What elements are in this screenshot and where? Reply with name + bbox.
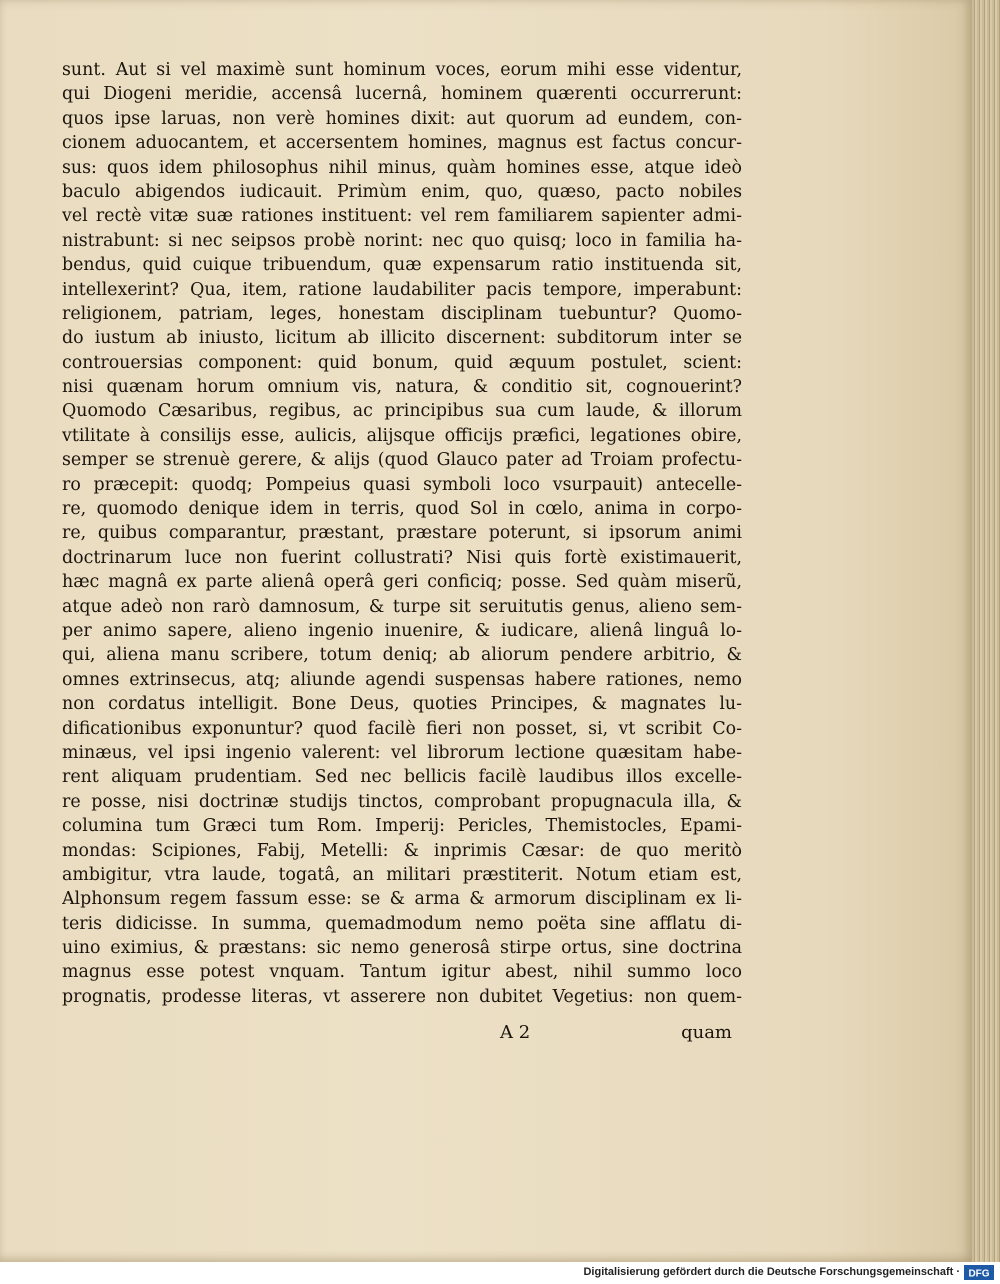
text-line: omnes extrinsecus, atq; aliunde agendi suspensas habere rationes, nemo [62, 669, 742, 690]
text-line: sus: quos idem philosophus nihil minus, quàm homines esse, atque ideò [62, 157, 742, 178]
text-line: columina tum Græci tum Rom. Imperij: Pericles, Themistocles, Epami- [62, 816, 742, 837]
text-line: dificationibus exponuntur? quod facilè fieri non posset, si, vt scribit Co- [62, 718, 742, 739]
text-line: nistrabunt: si nec seipsos probè norint: nec quo quisq; loco in familia ha- [62, 230, 742, 251]
dfg-logo-icon [964, 1265, 994, 1280]
text-line: atque adeò non rarò damnosum, & turpe sit seruitutis genus, alieno sem- [62, 596, 742, 617]
footer-bar [0, 1262, 1000, 1284]
text-line: baculo abigendos iudicauit. Primùm enim, quo, quæso, pacto nobiles [62, 181, 742, 202]
text-line: do iustum ab iniusto, licitum ab illicito discernent: subditorum inter se [62, 328, 742, 349]
text-line: Alphonsum regem fassum esse: se & arma & armorum disciplinam ex li- [62, 889, 742, 910]
text-line: rent aliquam prudentiam. Sed nec bellicis facilè laudibus illos excelle- [62, 767, 742, 788]
text-line: ro præcepit: quodq; Pompeius quasi symboli loco vsurpauit) antecelle- [62, 474, 742, 495]
text-line: minæus, vel ipsi ingenio valerent: vel librorum lectione quæsitam habe- [62, 742, 742, 763]
signature-mark: A 2 [500, 1022, 531, 1043]
text-line: teris didicisse. In summa, quemadmodum nemo poëta sine afflatu di- [62, 913, 742, 934]
text-line: magnus esse potest vnquam. Tantum igitur abest, nihil summo loco [62, 962, 742, 983]
text-line: per animo sapere, alieno ingenio inuenire, & iudicare, alienâ linguâ lo- [62, 620, 742, 641]
text-line: re, quomodo denique idem in terris, quod Sol in cœlo, anima in corpo- [62, 499, 742, 520]
text-line: intellexerint? Qua, item, ratione laudabiliter pacis tempore, imperabunt: [62, 279, 742, 300]
text-line: quos ipse laruas, non verè homines dixit: aut quorum ad eundem, con- [62, 108, 742, 129]
text-line: Quomodo Cæsaribus, regibus, ac principibus sua cum laude, & illorum [62, 401, 742, 422]
body-text [62, 58, 742, 1009]
page-edges [972, 0, 1000, 1262]
text-line: vel rectè vitæ suæ rationes instituent: vel rem familiarem sapienter admi- [62, 206, 742, 227]
text-line: re posse, nisi doctrinæ studijs tinctos, comprobant propugnacula illa, & [62, 791, 742, 812]
catchword: quam [681, 1022, 732, 1043]
text-line: controuersias component: quid bonum, quid æquum postulet, scient: [62, 352, 742, 373]
text-line: vtilitate à consilijs esse, aulicis, alijsque officijs præfici, legationes obire, [62, 425, 742, 446]
text-line: cionem aduocantem, et accersentem homines, magnus est factus concur- [62, 133, 742, 154]
text-line: non cordatus intelligit. Bone Deus, quoties Principes, & magnates lu- [62, 694, 742, 715]
text-line: doctrinarum luce non fuerint collustrati? Nisi quis fortè existimauerit, [62, 547, 742, 568]
text-line: qui, aliena manu scribere, totum deniq; ab aliorum pendere arbitrio, & [62, 645, 742, 666]
text-line: hæc magnâ ex parte alienâ operâ geri conficiq; posse. Sed quàm miserũ, [62, 572, 742, 593]
text-line: ambigitur, vtra laude, togatâ, an militari præstiterit. Notum etiam est, [62, 864, 742, 885]
dfg-logo-text: DFG [968, 1268, 990, 1280]
text-line: nisi quænam horum omnium vis, natura, & conditio sit, cognouerint? [62, 377, 742, 398]
text-line: prognatis, prodesse literas, vt asserere non dubitet Vegetius: non quem- [62, 986, 742, 1007]
text-line: qui Diogeni meridie, accensâ lucernâ, hominem quærenti occurrerunt: [62, 84, 742, 105]
text-line: mondas: Scipiones, Fabij, Metelli: & inprimis Cæsar: de quo meritò [62, 840, 742, 861]
text-line: sunt. Aut si vel maximè sunt hominum voces, eorum mihi esse videntur, [62, 60, 742, 80]
digitization-credit: Digitalisierung gefördert durch die Deutsche Forschungsgemeinschaft · [583, 1266, 960, 1278]
text-line: uino eximius, & præstans: sic nemo generosâ stirpe ortus, sine doctrina [62, 938, 742, 959]
text-line: religionem, patriam, leges, honestam disciplinam tuebuntur? Quomo- [62, 303, 742, 324]
text-line: re, quibus comparantur, præstant, præstare poterunt, si ipsorum animi [62, 523, 742, 544]
text-line: bendus, quid cuique tribuendum, quæ expensarum ratio instituenda sit, [62, 255, 742, 276]
text-line: semper se strenuè gerere, & alijs (quod Glauco pater ad Troiam profectu- [62, 450, 742, 471]
